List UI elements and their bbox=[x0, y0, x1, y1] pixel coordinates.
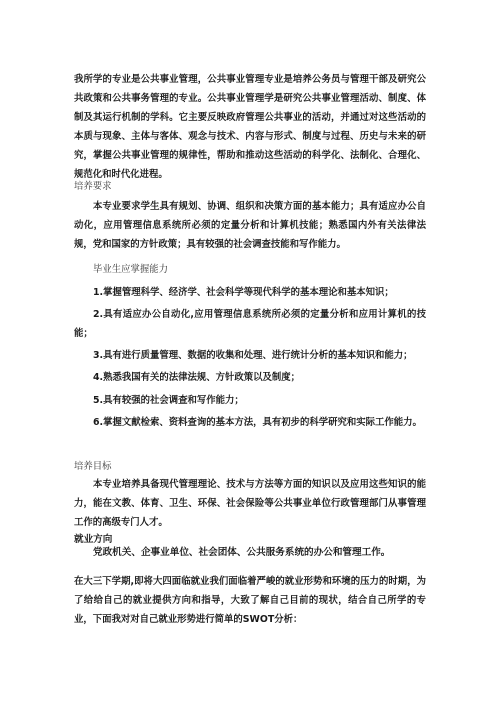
ability-item-2: 2.具有适应办公自动化,应用管理信息系统所必须的定量分析和应用计算机的技能； bbox=[74, 309, 426, 339]
ability-item-3: 3.具有进行质量管理、数据的收集和处理、进行统计分析的基本知识和能力； bbox=[93, 350, 413, 361]
swot-intro-paragraph: 在大三下学期,即将大四面临就业我们面临着严峻的就业形势和环境的压力的时期，为了给给自己的就业提供方向和指导，大致了解自己目前的现状，结合自己所学的专业，下面我对对自己就业形势进行简单的SWOT分析： bbox=[74, 576, 426, 625]
employment-heading: 就业方向 bbox=[74, 534, 113, 545]
intro-paragraph: 我所学的专业是公共事业管理，公共事业管理专业是培养公务员与管理干部及研究公共政策和公共事务管理的专业。公共事业管理学是研究公共事业管理活动、制度、体制及其运行机制的学科。它主要反映政府管理公共事业的活动，并通过对这些活动的本质与现象、主体与客体、观念与技术、内容与形式、制度与过程、历史与未来的研究，掌握公共事业管理的规律性，帮助和推动这些活动的科学化、法制化、合理化、规范化和时代化进程。 bbox=[74, 74, 426, 180]
ability-item-1: 1.掌握管理科学、经济学、社会科学等现代科学的基本理论和基本知识； bbox=[93, 287, 394, 298]
employment-body: 党政机关、企事业单位、社会团体、公共服务系统的办公和管理工作。 bbox=[93, 547, 391, 558]
training-goal-body: 本专业培养具备现代管理理论、技术与方法等方面的知识以及应用这些知识的能力，能在文教、体育、卫生、环保、社会保险等公共事业单位行政管理部门从事管理工作的高级专门人才。 bbox=[74, 479, 426, 528]
graduate-abilities-heading: 毕业生应掌握能力 bbox=[93, 264, 169, 275]
ability-item-4: 4.熟悉我国有关的法律法规、方针政策以及制度； bbox=[93, 372, 300, 383]
training-requirements-heading: 培养要求 bbox=[74, 181, 112, 192]
ability-item-6: 6.掌握文献检索、资料查询的基本方法，具有初步的科学研究和实际工作能力。 bbox=[93, 417, 422, 428]
ability-item-5: 5.具有较强的社会调查和写作能力； bbox=[93, 395, 244, 406]
training-goal-heading: 培养目标 bbox=[74, 461, 112, 472]
training-requirements-body: 本专业要求学生具有规划、协调、组织和决策方面的基本能力；具有适应办公自动化，应用管理信息系统所必须的定量分析和计算机技能；熟悉国内外有关法律法规，党和国家的方针政策；具有较强的社会调查技能和写作能力。 bbox=[74, 201, 426, 250]
